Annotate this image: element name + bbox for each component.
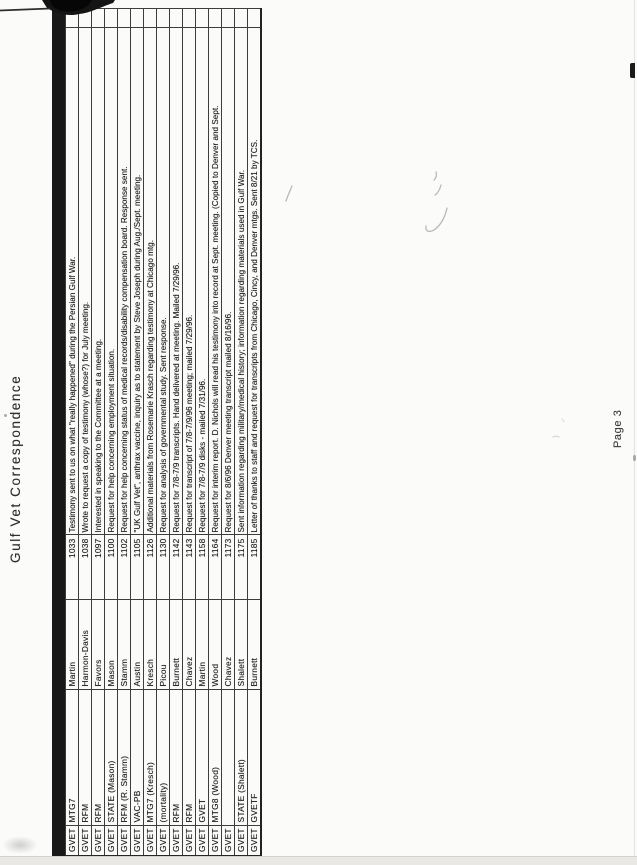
table-row [105, 9, 118, 856]
cell-name: Harmon-Davis [79, 600, 92, 690]
table-row [66, 9, 79, 856]
cell-log-number: 1164 [209, 535, 222, 600]
cell-name: Mason [105, 600, 118, 690]
cell-description: Request for 7/8-7/9 disks - mailed 7/31/96. [196, 28, 209, 535]
cell-description: Request for 7/8-7/9 transcripts. Hand delivered at meeting. Mailed 7/29/96. [170, 28, 183, 535]
cell-org: GVET [144, 826, 157, 856]
cell-org: GVET [131, 826, 144, 856]
cell-description: Request for transcript of 7/8-7/9/96 meeting; mailed 7/29/96. [183, 28, 196, 535]
cell-name: Martin [196, 600, 209, 690]
cell-edge-blank [222, 9, 235, 28]
cell-edge-blank [105, 9, 118, 28]
cell-log-number: 1102 [118, 535, 131, 600]
cell-code: VAC-PB [131, 690, 144, 826]
cell-log-number: 1033 [66, 535, 79, 600]
cell-org: GVET [222, 826, 235, 856]
table-row [183, 9, 196, 856]
table-row [196, 9, 209, 856]
cell-description: Request for help concerning employment situation. [105, 28, 118, 535]
cell-code: MTG8 (Wood) [209, 690, 222, 826]
cell-name: Austin [131, 600, 144, 690]
cell-description: Testimony sent to us on what "really happened" during the Persian Gulf War. [66, 28, 79, 535]
cell-name: Burnett [170, 600, 183, 690]
cell-name: Picou [157, 600, 170, 690]
cell-log-number: 1143 [183, 535, 196, 600]
cell-log-number: 1173 [222, 535, 235, 600]
cell-log-number: 1126 [144, 535, 157, 600]
cell-edge-blank [235, 9, 248, 28]
cell-code: GVETF [248, 690, 262, 826]
page-number: Page 3 [612, 409, 624, 448]
table-row [157, 9, 170, 856]
cell-log-number: 1105 [131, 535, 144, 600]
cell-edge-blank [196, 9, 209, 28]
table-row [131, 9, 144, 856]
cell-edge-blank [248, 9, 262, 28]
cell-code: RFM (R. Stamm) [118, 690, 131, 826]
scanner-right-edge-line [634, 0, 635, 865]
cell-code: MTG7 (Kresch) [144, 690, 157, 826]
cell-code: RFM [79, 690, 92, 826]
cell-name: Chavez [222, 600, 235, 690]
cell-org: GVET [92, 826, 105, 856]
scanner-edge-speck [630, 63, 635, 78]
cell-edge-blank [92, 9, 105, 28]
cell-edge-blank [131, 9, 144, 28]
cell-edge-blank [144, 9, 157, 28]
cell-name: Kresch [144, 600, 157, 690]
cell-org: GVET [209, 826, 222, 856]
scan-smudge [2, 836, 38, 854]
scanner-bottom-band [0, 856, 637, 865]
cell-org: GVET [79, 826, 92, 856]
cell-org: GVET [196, 826, 209, 856]
cell-log-number: 1158 [196, 535, 209, 600]
cell-name: Shalett [235, 600, 248, 690]
cell-description: Request for 8/6/96 Denver meeting transcript mailed 8/16/96. [222, 28, 235, 535]
table-row [248, 9, 262, 856]
cell-edge-blank [183, 9, 196, 28]
cell-log-number: 1185 [248, 535, 262, 600]
table-row [144, 9, 157, 856]
table-row [209, 9, 222, 856]
table-row [118, 9, 131, 856]
cell-org: GVET [118, 826, 131, 856]
document-title: Gulf Vet Correspondence [8, 374, 23, 563]
table-row [92, 9, 105, 856]
correspondence-table [65, 9, 262, 858]
cell-name: Burnett [248, 600, 262, 690]
cell-edge-blank [209, 9, 222, 28]
cell-log-number: 1038 [79, 535, 92, 600]
cell-log-number: 1142 [170, 535, 183, 600]
cell-code: RFM [183, 690, 196, 826]
table-row [79, 9, 92, 856]
scanner-edge-speck-small [633, 455, 636, 461]
cell-description: Request for interim report. D. Nichols will read his testimony into record at Sept. meeting. (Copied to Denver and Sept. [209, 28, 222, 535]
cell-org: GVET [66, 826, 79, 856]
margin-speck [4, 414, 7, 417]
cell-code: MTG7 [66, 690, 79, 826]
cell-code: GVET [196, 690, 209, 826]
cell-description: Sent information regarding military/medical history; information regarding materials used in Gulf War. [235, 28, 248, 535]
cell-code: RFM [170, 690, 183, 826]
cell-description: Interested in speaking to the Committee at a meeting. [92, 28, 105, 535]
cell-edge-blank [66, 9, 79, 28]
cell-edge-blank [118, 9, 131, 28]
cell-log-number: 1130 [157, 535, 170, 600]
cell-name: Martin [66, 600, 79, 690]
cell-description: Request for analysis of governmental study. Sent response. [157, 28, 170, 535]
cell-org: GVET [235, 826, 248, 856]
cell-code: (mortality) [157, 690, 170, 826]
cell-org: GVET [105, 826, 118, 856]
cell-description: Wrote to request a copy of testimony (whose?) for July meeting. [79, 28, 92, 535]
table-row [222, 9, 235, 856]
cell-edge-blank [157, 9, 170, 28]
cell-code [222, 690, 235, 826]
cell-code: STATE (Shalett) [235, 690, 248, 826]
cell-description: Letter of thanks to staff and request for transcripts from Chicago, Cincy, and Denver mtgs. Sent 8/21 by TCS. [248, 28, 262, 535]
cell-code: STATE (Mason) [105, 690, 118, 826]
cell-name: Favors [92, 600, 105, 690]
cell-org: GVET [170, 826, 183, 856]
cell-log-number: 1097 [92, 535, 105, 600]
cell-edge-blank [79, 9, 92, 28]
cell-description: Request for help concerning status of medical records/disability compensation board. Response sent. [118, 28, 131, 535]
cell-log-number: 1100 [105, 535, 118, 600]
cell-org: GVET [157, 826, 170, 856]
cell-org: GVET [248, 826, 262, 856]
cell-name: Wood [209, 600, 222, 690]
cell-description: Additional materials from Rosemarie Krasch regarding testimony at Chicago mtg. [144, 28, 157, 535]
table-row [235, 9, 248, 856]
cell-code: RFM [92, 690, 105, 826]
cell-edge-blank [170, 9, 183, 28]
table-heavy-top-border [52, 10, 65, 857]
cell-name: Chavez [183, 600, 196, 690]
table-row [170, 9, 183, 856]
cell-description: "UK Gulf Vet", anthrax vaccine, inquiry as to statement by Steve Joseph during Aug./Sept. meeting. [131, 28, 144, 535]
cell-name: Stamm [118, 600, 131, 690]
cell-log-number: 1175 [235, 535, 248, 600]
cell-org: GVET [183, 826, 196, 856]
